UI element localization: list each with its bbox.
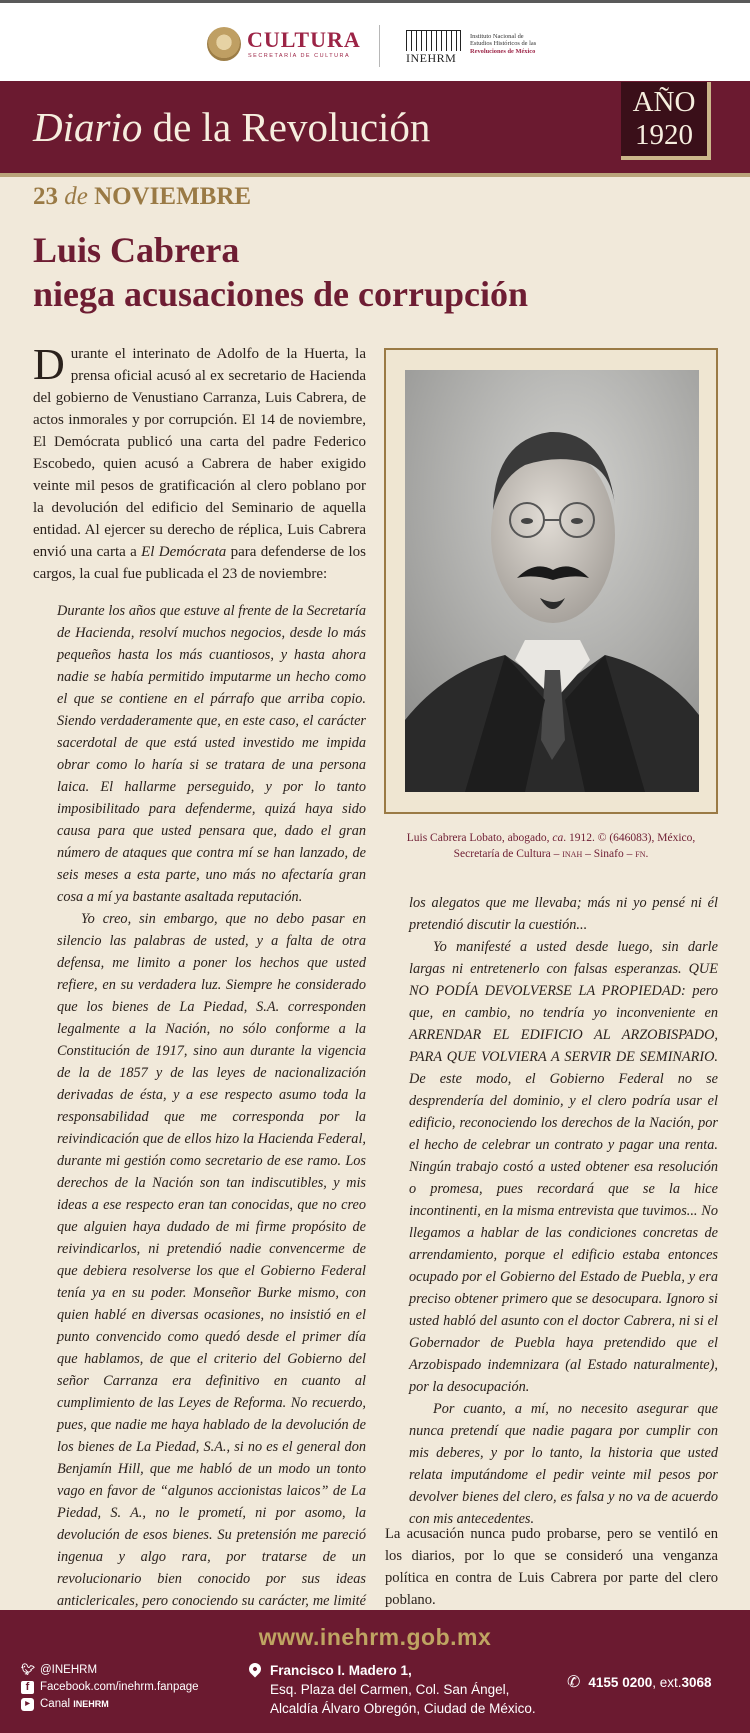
photo-caption: [384, 830, 718, 862]
intro-part-b: para defenderse de los cargos, la cual fue publicada el 23 de noviembre:: [33, 544, 366, 582]
date-month: NOVIEMBRE: [94, 183, 252, 210]
address-block: [249, 1661, 536, 1718]
caption-ca: ca: [552, 832, 564, 844]
address-line1: Francisco I. Madero 1,: [270, 1663, 412, 1678]
headline-line1: Luis Cabrera: [33, 230, 240, 270]
header-divider: [379, 25, 380, 67]
phone-number: 4155 0200: [588, 1674, 653, 1690]
cultura-subtitle: SECRETARÍA DE CULTURA: [248, 53, 351, 59]
youtube-icon: ▶: [21, 1698, 34, 1711]
intro-newspaper: El Demócrata: [141, 544, 227, 560]
title-band: [0, 81, 750, 173]
twitter-link[interactable]: [21, 1662, 199, 1679]
caption-b: . 1912. © (646083), México, Secretaría de Cultura –: [453, 832, 696, 860]
dateline: [33, 183, 251, 211]
portrait-illustration: [405, 370, 699, 792]
date-day: 23: [33, 183, 58, 210]
title-rest: de la Revolución: [142, 104, 431, 150]
social-links: [21, 1662, 199, 1713]
facebook-link[interactable]: [21, 1679, 199, 1696]
intro-paragraph: [33, 340, 366, 585]
caption-d: .: [645, 848, 649, 860]
building-icon: [406, 30, 461, 51]
address-line2: Esq. Plaza del Carmen, Col. San Ángel,: [270, 1682, 510, 1697]
inehrm-wordmark: INEHRM: [406, 51, 457, 65]
canal-brand: INEHRM: [73, 1699, 109, 1709]
date-de: de: [64, 183, 88, 210]
intro-text: [33, 340, 366, 585]
inehrm-line3: Revoluciones de México: [470, 47, 536, 55]
year-badge: [621, 82, 711, 160]
facebook-url: Facebook.com/inehrm.fanpage: [40, 1681, 199, 1693]
intro-part-a: urante el interinato de Adolfo de la Huerta, la prensa oficial acusó al ex secretario de Hacienda del gobierno de Venustiano Carranza, Luis Cabrera, de actos inmorales y por corrupción. El 14 de noviembre, El Demócrata publicó una carta del padre Federico Escobedo, quien acusó a Cabrera de haber exigido veinte mil pesos de gratificación al clero poblano por la devolución del edificio del Seminario de aquella entidad. Al ejercer su derecho de réplica, Luis Cabrera envió una carta a: [33, 346, 366, 560]
canal-label: Canal: [40, 1698, 71, 1710]
portrait-photo[interactable]: [405, 370, 699, 792]
inehrm-line2: Estudios Históricos de las: [470, 40, 537, 48]
caption-inah: inah: [562, 848, 583, 860]
phone-ext: 3068: [681, 1674, 712, 1690]
headline: [33, 228, 528, 316]
cultura-wordmark: CULTURA: [247, 27, 361, 52]
inehrm-logo[interactable]: [406, 30, 546, 64]
phone-block[interactable]: [567, 1672, 712, 1692]
location-pin-icon: [247, 1661, 264, 1678]
inehrm-line1: Instituto Nacional de: [470, 33, 524, 40]
cultura-logo[interactable]: [207, 25, 365, 65]
address-line3: Alcaldía Álvaro Obregón, Ciudad de México.: [270, 1701, 536, 1716]
caption-c: – Sinafo –: [582, 848, 636, 860]
youtube-link[interactable]: [21, 1696, 199, 1713]
year-word: AÑO: [632, 86, 696, 118]
logo-header: [0, 3, 750, 81]
publication-title: [33, 103, 430, 151]
twitter-icon: 🐦︎: [21, 1664, 35, 1676]
quote-paragraph-2-continued: los alegatos que me llevaba; más ni yo pensé ni él pretendió discutir la cuestión...: [409, 895, 718, 933]
phone-icon: ✆: [567, 1674, 581, 1691]
caption-fn: fn: [635, 848, 646, 860]
closing-paragraph: La acusación nunca pudo probarse, pero se ventiló en los diarios, por lo que se consideró una venganza política en contra de Luis Cabrera por parte del clero poblano.: [385, 1526, 718, 1608]
headline-line2: niega acusaciones de corrupción: [33, 274, 528, 314]
photo-frame: [384, 348, 718, 814]
facebook-icon: f: [21, 1681, 34, 1694]
website-link[interactable]: www.inehrm.gob.mx: [258, 1624, 492, 1650]
quote-paragraph-3: Yo manifesté a usted desde luego, sin darle largas ni entretenerlo con falsas esperanzas. QUE NO PODÍA DEVOLVERSE LA PROPIEDAD: pero que, en cambio, no tendría yo inconveniente en ARRENDAR EL EDIFICIO AL ARZOBISPADO, PARA QUE VOLVIERA A SERVIR DE SEMINARIO. De este modo, el Gobierno Federal no se desprendería del dominio, y el clero podría usar el edificio, reconociendo los derechos de la Nación, por el hecho de celebrar un contrato y pagar una renta. Ningún trabajo costó a usted obtener esa resolución o promesa, pues recordará que se la hice incontinenti, en la misma entrevista que tuvimos... No llegamos a hablar de las condiciones concretas de arrendamiento, porque el edificio estaba entonces ocupado por el Gobierno del Estado de Puebla, y era preciso obtener primero que se desocupara. Ignoro si usted habló del asunto con el doctor Cabrera, ni si el Gobernador de Puebla haya pretendido que el Arzobispado indemnizara (al Estado naturalmente), por la desocupación.: [409, 939, 718, 1395]
quote-left-column: [57, 600, 366, 1634]
quote-paragraph-4: Por cuanto, a mí, no necesito asegurar que nunca pretendí que nadie pagara por cumplir con mis deberes, y por lo tanto, la historia que usted relata imputándome el pedir veinte mil pesos por devolver bienes del clero, es falsa y no va de acuerdo con mis antecedentes.: [409, 1401, 718, 1527]
quote-paragraph-1: Durante los años que estuve al frente de la Secretaría de Hacienda, resolví muchos negocios, desde lo más pequeños hasta los más cuantiosos, y hasta ahora nadie se había permitido imputarme un hecho como el que se contiene en el párrafo que arriba copio. Siendo verdaderamente que, en este caso, el carácter sacerdotal de que está usted investido me impida obrar como lo haría si se tratara de una persona laica. El hallarme perseguido, y por lo tanto imposibilitado para defenderme, quizá haya sido causa para que usted pensara que, dado el gran número de ataques que contra mí se han lanzado, de seis meses a esta parte, uno más no afectaría gran cosa a mí ya bastante asaltada reputación.: [57, 603, 366, 905]
band-rule: [0, 173, 750, 177]
twitter-handle: @INEHRM: [40, 1664, 98, 1676]
caption-a: Luis Cabrera Lobato, abogado,: [406, 832, 553, 844]
ext-label: , ext.: [652, 1674, 682, 1690]
cultura-seal-icon: [207, 27, 241, 61]
footer: [0, 1610, 750, 1733]
quote-paragraph-2: Yo creo, sin embargo, que no debo pasar en silencio las palabras de usted, y a falta de otra defensa, me limito a poner los hechos que usted refiere, en su verdadera luz. Siempre he considerado que los bienes de La Piedad, S.A. corresponden legalmente a la Nación, no sólo conforme a la Constitución de 1917, sino aun durante la vigencia de la de 1857 y de las leyes de nacionalización derivadas de ésta, y a ese respecto asumo toda la responsabilidad que me corresponda por la reivindicación que de ellos hizo la Hacienda Federal, durante mi gestión como secretario de ese ramo. Los derechos de la Nación son tan indiscutibles, y mis ideas a ese respecto eran tan conocidas, que no creo que alguien haya dudado de mi firme propósito de reivindicarlos, ni pretendió nadie convencerme de que debiera resolverse los que el Gobierno Federal tenía ya en su poder. Monseñor Burke mismo, con quien hablé en diversas ocasiones, no insistió en el punto convencido como quedó desde el primer día que hablamos, de que el criterio del Gobierno del señor Carranza era definitivo en cuanto al cumplimiento de las Leyes de Reforma. No recuerdo, pues, que nadie me haya hablado de la devolución de los bienes de La Piedad, S.A., si no es el general don Benjamín Hill, que me habló de un modo un tonto vago en favor de “algunos accionistas laicos” de La Piedad, S. A., no le prometí, ni por asomo, la devolución de esos bienes. Su pretensión me pareció ingenua y algo rara, por tratarse de un revolucionario bien conocido por sus ideas anticlericales, pero conociendo su carácter, me limité: [57, 911, 366, 1609]
drop-cap: D: [33, 340, 65, 389]
title-italic: Diario: [33, 104, 143, 150]
quote-right-column: [409, 892, 718, 1530]
year-number: 1920: [635, 119, 693, 151]
inehrm-fullname: [470, 33, 536, 55]
